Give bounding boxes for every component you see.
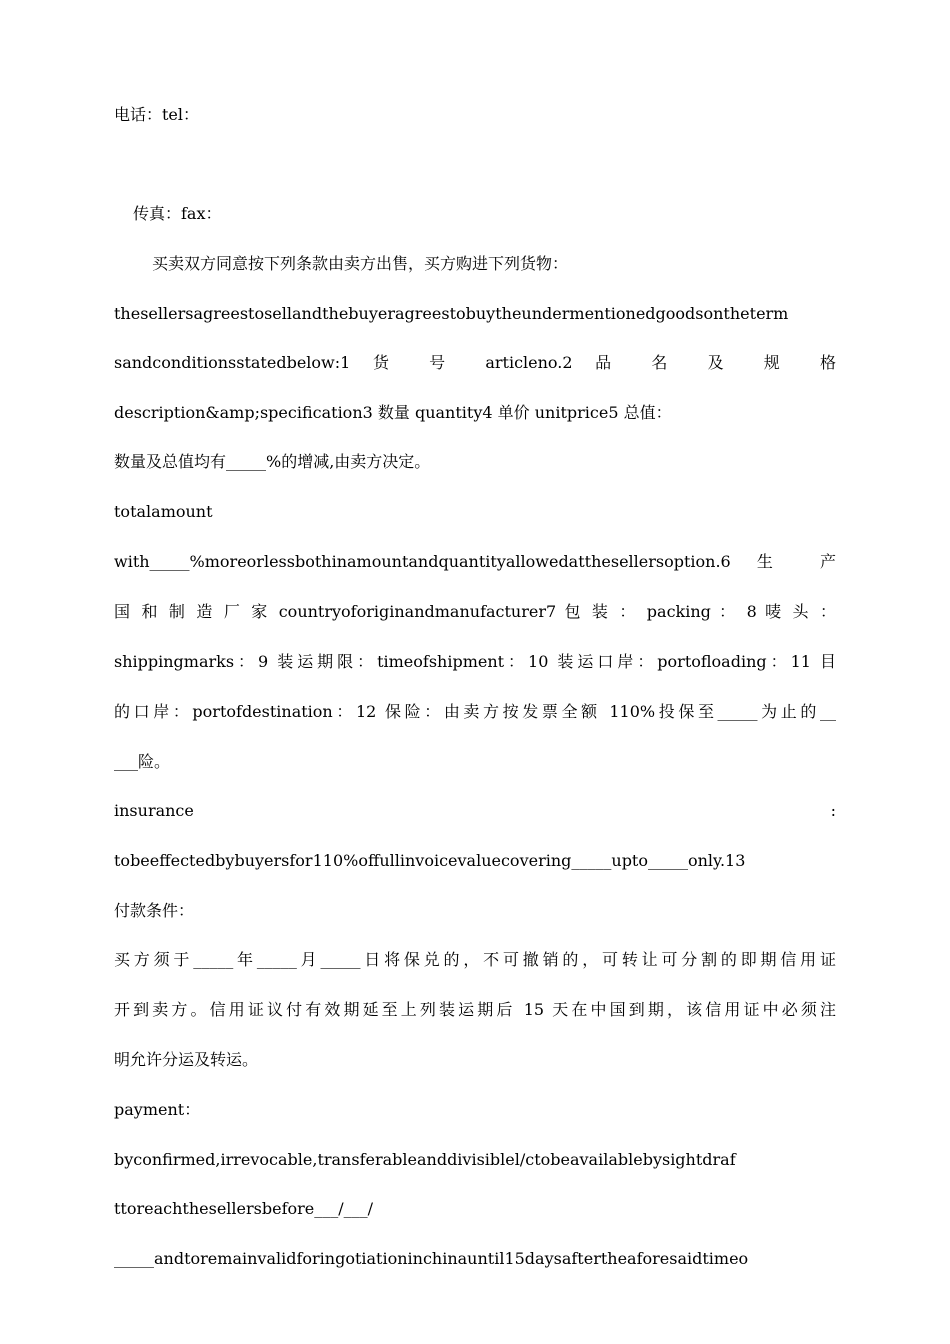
insurance-chinese-end: ___险。 — [114, 752, 171, 771]
payment-chinese-2: 开到卖方。信用证议付有效期延至上列装运期后 15 天在中国到期，该信用证中必须注 — [114, 1000, 836, 1019]
clause-3-5: description&amp;specification3 数量 quantity4 单价 unitprice5 总值： — [114, 403, 672, 422]
fax-line: 传真：fax： — [133, 204, 222, 223]
payment-terms-label: 付款条件： — [114, 901, 195, 920]
payment-label: payment： — [114, 1100, 201, 1119]
clause-8-11: shippingmarks：9 装运期限：timeofshipment：10 装运口岸：portofloading：11 目 — [114, 652, 836, 671]
clause-6-8: 国 和 制 造 厂 家 countryoforiginandmanufacturer7 包 装 ： packing ： 8 唛 头 ： — [114, 602, 836, 621]
payment-chinese-3: 明允许分运及转运。 — [114, 1050, 259, 1069]
tolerance-english: with_____%moreorlessbothinamountandquantityallowedatthesellersoption.6 生 产 — [114, 552, 836, 571]
tolerance-chinese: 数量及总值均有_____%的增减,由卖方决定。 — [114, 452, 431, 471]
clause-1-2: sandconditionsstatedbelow:1 货 号 articleno.2 品 名 及 规 格 — [114, 353, 836, 372]
payment-english-1: byconfirmed,irrevocable,transferableanddivisiblel/ctobeavailablebysightdraf — [114, 1150, 736, 1169]
tel-line: 电话：tel： — [114, 105, 200, 124]
payment-english-2: ttoreachthesellersbefore___/___/ — [114, 1199, 374, 1218]
intro-chinese: 买卖双方同意按下列条款由卖方出售，买方购进下列货物： — [152, 254, 569, 273]
insurance-english: tobeeffectedbybuyersfor110%offullinvoicevaluecovering_____upto_____only.13 — [114, 851, 746, 870]
total-amount-label: totalamount — [114, 502, 213, 521]
insurance-label: insurance : — [114, 801, 836, 820]
payment-english-3: _____andtoremainvalidforingotiationinchinauntil15daysaftertheaforesaidtimeo — [114, 1249, 749, 1268]
intro-english-1: thesellersagreestosellandthebuyeragreestobuytheundermentionedgoodsontheterm — [114, 304, 789, 323]
clause-11-12: 的口岸：portofdestination：12 保险：由卖方按发票全额 110%投保至_____为止的__ — [114, 702, 836, 721]
payment-chinese-1: 买方须于_____年_____月_____日将保兑的，不可撤销的，可转让可分割的即期信用证 — [114, 950, 836, 969]
